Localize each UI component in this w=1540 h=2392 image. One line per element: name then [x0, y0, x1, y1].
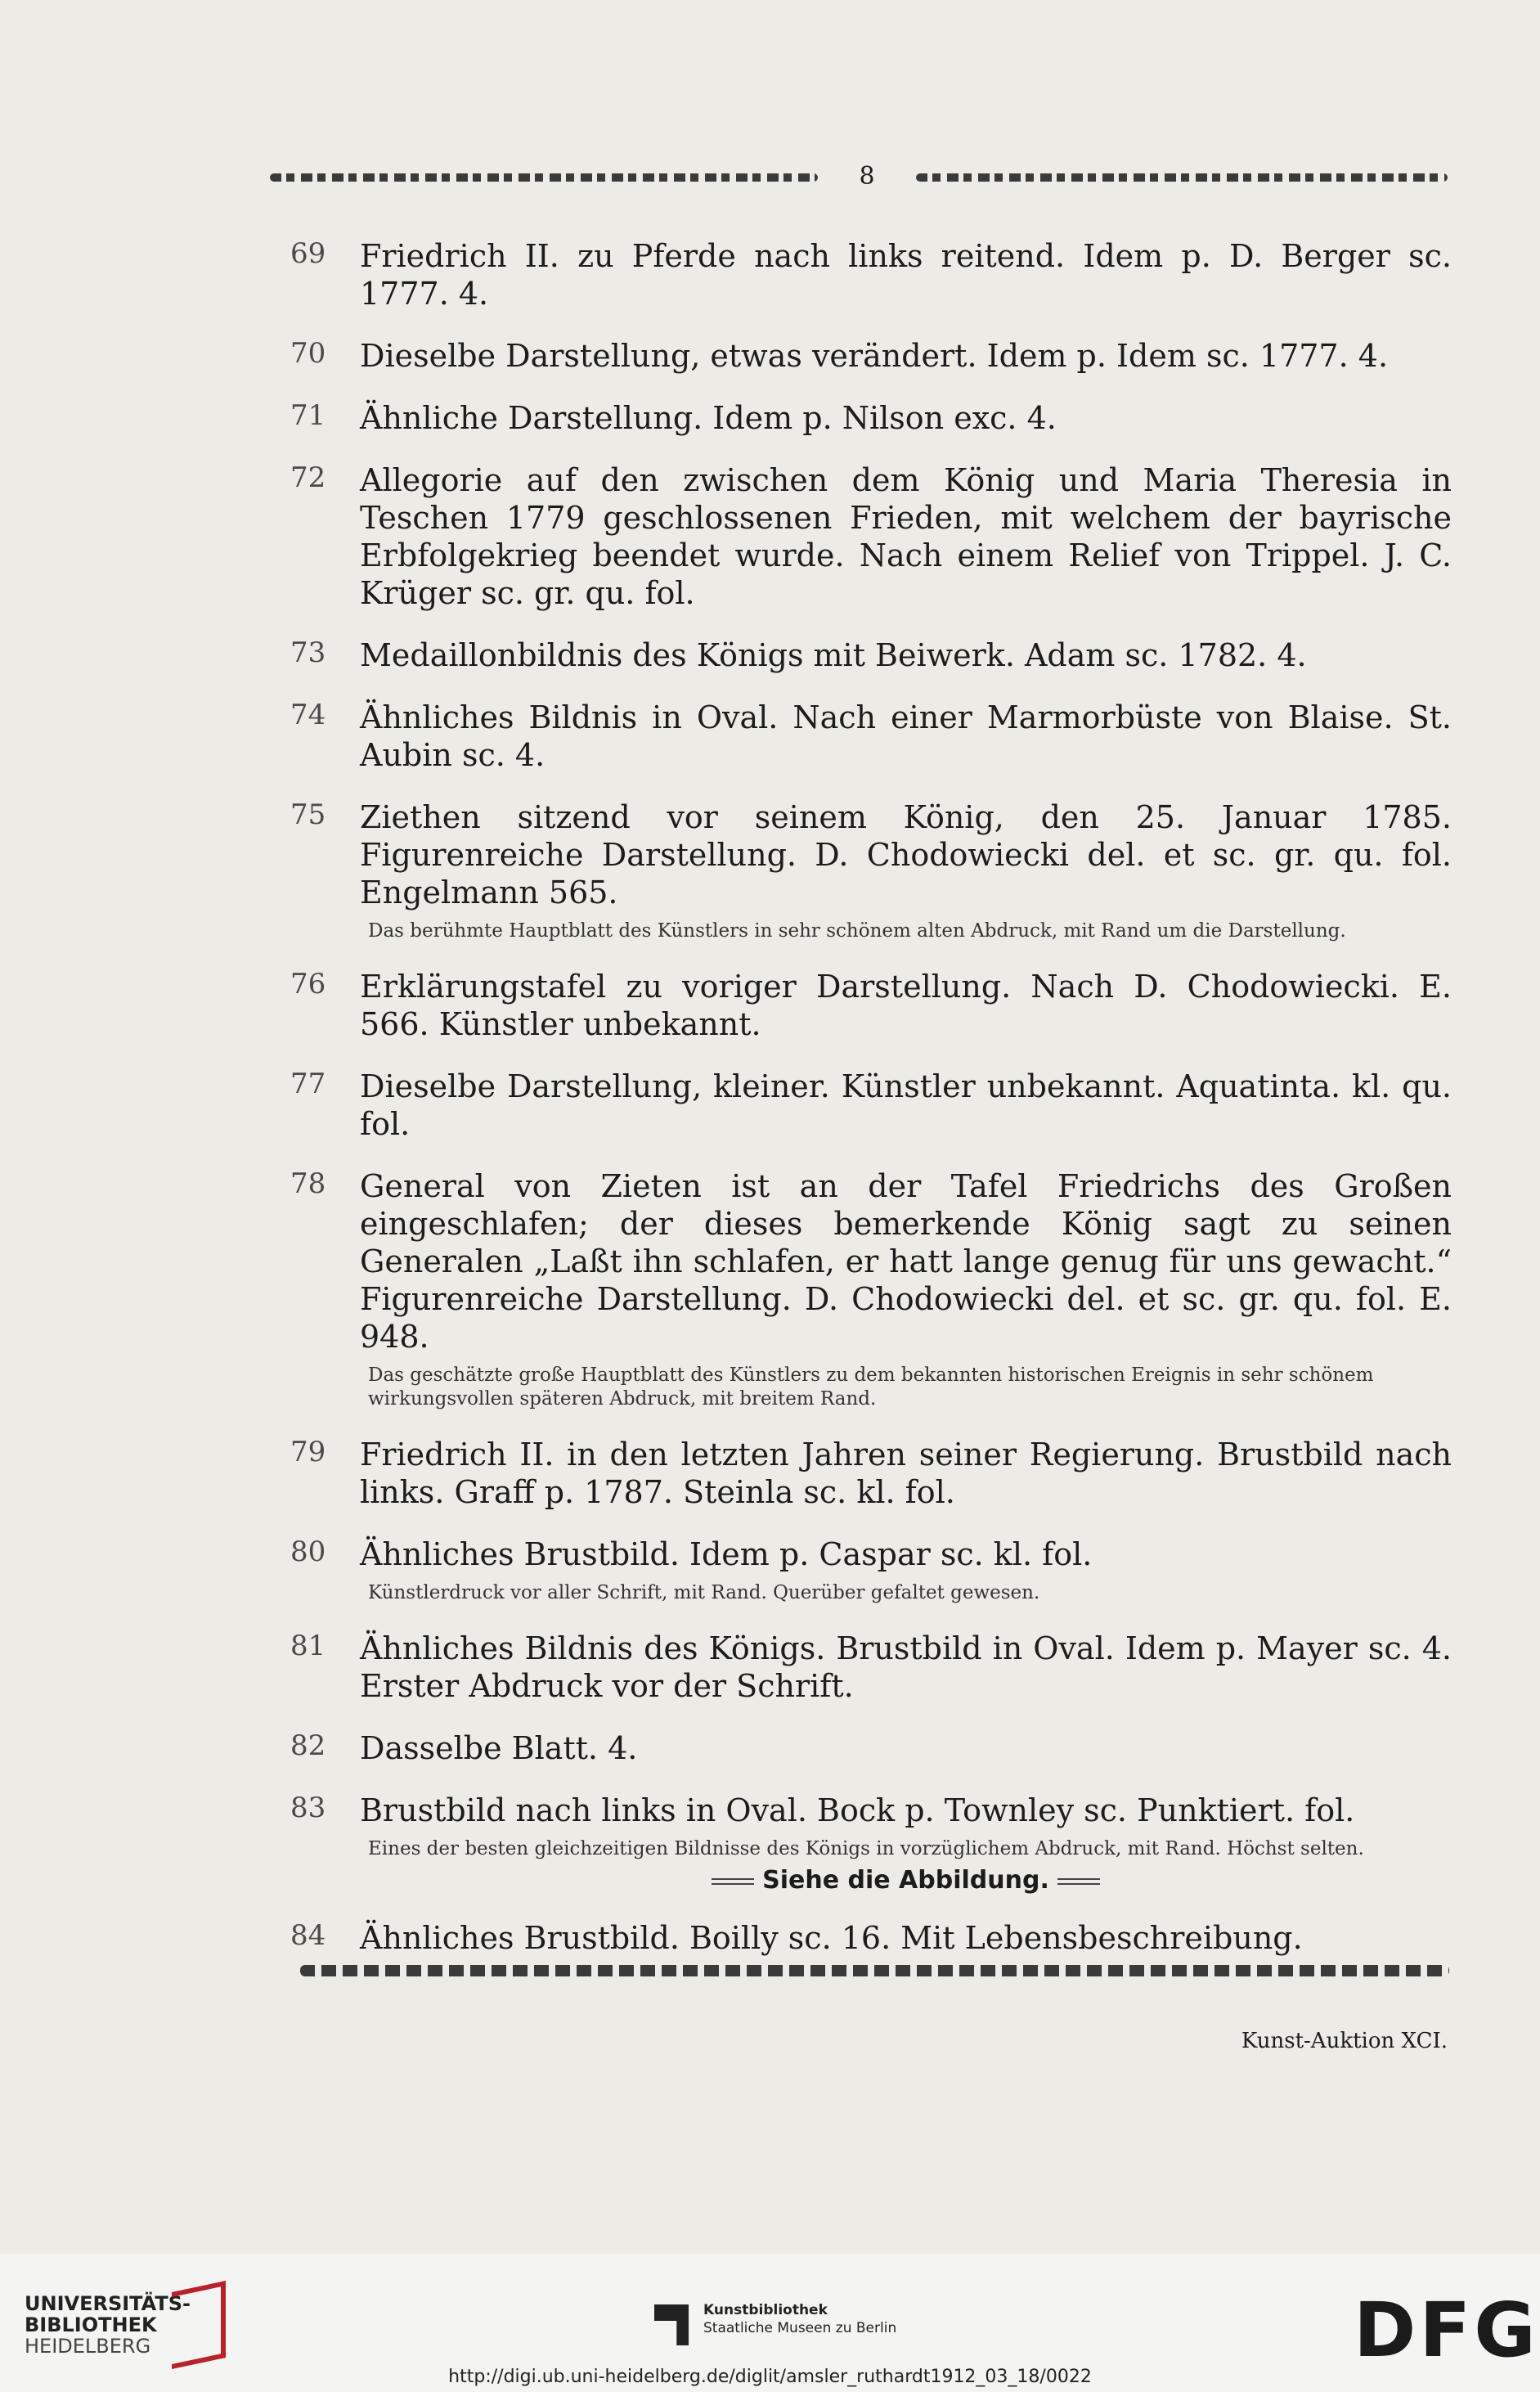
banner-text: Siehe die Abbildung.	[762, 1866, 1049, 1895]
catalog-entry	[290, 798, 1452, 943]
entry-text: Dieselbe Darstellung, etwas verändert. Idem p. Idem sc. 1777. 4.	[360, 338, 1389, 374]
entry-number: 84	[290, 1919, 326, 1952]
entry-number: 74	[290, 699, 326, 731]
entry-number: 79	[290, 1436, 326, 1468]
entry-number: 83	[290, 1792, 326, 1824]
library-name-line2: BIBLIOTHEK	[25, 2313, 157, 2336]
university-library-logo[interactable]	[25, 2293, 191, 2357]
dfg-logo[interactable]: DFG	[1354, 2286, 1539, 2374]
catalog-entry	[290, 1535, 1452, 1605]
catalog-entry	[290, 1630, 1452, 1705]
catalog-entry	[290, 636, 1452, 674]
entry-number: 82	[290, 1729, 326, 1762]
entry-note: Künstlerdruck vor aller Schrift, mit Rand. Querüber gefaltet gewesen.	[368, 1582, 1040, 1603]
entry-text: Ziethen sitzend vor seinem König, den 25. Januar 1785. Figurenreiche Darstellung. D. Chodowiecki del. et sc. gr. qu. fol. Engelmann 565.	[360, 799, 1452, 910]
entry-number: 80	[290, 1535, 326, 1568]
entry-number: 81	[290, 1630, 326, 1662]
viewer-bottom-bar	[0, 2254, 1540, 2392]
kunstbibliothek-logo-icon	[654, 2304, 689, 2345]
entry-text: Erklärungstafel zu voriger Darstellung. Nach D. Chodowiecki. E. 566. Künstler unbekannt.	[360, 969, 1452, 1042]
entry-note: Eines der besten gleichzeitigen Bildnisse des Königs in vorzüglichem Abdruck, mit Rand. Höchst selten.	[368, 1838, 1364, 1859]
page-header	[270, 162, 1448, 195]
entry-text: Allegorie auf den zwischen dem König und Maria Theresia in Teschen 1779 geschlossenen Frieden, mit welchem der bayrische Erbfolgekrieg beendet wurde. Nach einem Relief von Trippel. J. C. Krüger sc. gr. qu. fol.	[360, 462, 1452, 611]
entry-text: Ähnliches Brustbild. Boilly sc. 16. Mit Lebensbeschreibung.	[360, 1920, 1303, 1956]
catalog-entry	[290, 399, 1452, 437]
entry-text: Ähnliches Bildnis in Oval. Nach einer Marmorbüste von Blaise. St. Aubin sc. 4.	[360, 699, 1452, 773]
entry-text: Dieselbe Darstellung, kleiner. Künstler unbekannt. Aquatinta. kl. qu. fol.	[360, 1068, 1452, 1142]
university-logo-icon	[172, 2281, 226, 2369]
library-name-line1: UNIVERSITÄTS-	[25, 2292, 191, 2315]
illustration-reference	[360, 1866, 1452, 1895]
entry-number: 69	[290, 237, 326, 270]
source-url[interactable]: http://digi.ub.uni-heidelberg.de/diglit/amsler_ruthardt1912_03_18/0022	[448, 2367, 1092, 2387]
catalog-entry	[290, 1729, 1452, 1767]
entry-text: Friedrich II. zu Pferde nach links reitend. Idem p. D. Berger sc. 1777. 4.	[360, 238, 1452, 312]
catalog-entry	[290, 337, 1452, 375]
catalog-entry	[290, 1068, 1452, 1143]
page-signature: Kunst-Auktion XCI.	[1241, 2029, 1448, 2053]
entry-number: 70	[290, 337, 326, 370]
entry-number: 78	[290, 1167, 326, 1200]
kunstbibliothek-subtitle: Staatliche Museen zu Berlin	[703, 2320, 897, 2336]
entry-number: 77	[290, 1068, 326, 1100]
catalog-entry	[290, 1167, 1452, 1411]
entry-text: Brustbild nach links in Oval. Bock p. Townley sc. Punktiert. fol.	[360, 1792, 1355, 1828]
entry-text: Dasselbe Blatt. 4.	[360, 1730, 638, 1766]
catalog-entry	[290, 1436, 1452, 1511]
entry-number: 75	[290, 798, 326, 831]
footer-ornament	[300, 1965, 1449, 1976]
header-ornament-right	[916, 173, 1448, 182]
entry-note: Das berühmte Hauptblatt des Künstlers in sehr schönem alten Abdruck, mit Rand um die Darstellung.	[368, 920, 1346, 942]
catalog-entry	[290, 1792, 1452, 1895]
entry-number: 71	[290, 399, 326, 432]
entry-text: Medaillonbildnis des Königs mit Beiwerk. Adam sc. 1782. 4.	[360, 637, 1307, 673]
entry-text: Ähnliche Darstellung. Idem p. Nilson exc. 4.	[360, 400, 1057, 436]
entry-number: 76	[290, 968, 326, 1000]
entry-text: Friedrich II. in den letzten Jahren seiner Regierung. Brustbild nach links. Graff p. 1787. Steinla sc. kl. fol.	[360, 1437, 1452, 1510]
catalog-entry	[290, 461, 1452, 612]
banner-rule-right	[1057, 1878, 1100, 1885]
entry-number: 73	[290, 636, 326, 669]
kunstbibliothek-title: Kunstbibliothek	[703, 2302, 828, 2318]
page-number: 8	[859, 162, 875, 191]
kunstbibliothek-logo[interactable]	[703, 2301, 896, 2337]
catalog-entry	[290, 237, 1452, 312]
catalog-entry	[290, 1919, 1452, 1957]
catalog-entries	[290, 237, 1452, 1981]
catalog-entry	[290, 968, 1452, 1043]
banner-rule-left	[712, 1878, 754, 1885]
library-name-line3: HEIDELBERG	[25, 2335, 151, 2358]
entry-note: Das geschätzte große Hauptblatt des Künstlers zu dem bekannten historischen Ereignis in sehr schönem wirkungsvollen späteren Abdruck, mit breitem Rand.	[368, 1365, 1374, 1410]
entry-text: General von Zieten ist an der Tafel Friedrichs des Großen eingeschlafen; der dieses bemerkende König sagt zu seinen Generalen „Laßt ihn schlafen, er hatt lange genug für uns gewacht.“ Figurenreiche Darstellung. D. Chodowiecki del. et sc. gr. qu. fol. E. 948.	[360, 1168, 1452, 1355]
header-ornament-left	[270, 173, 818, 182]
entry-text: Ähnliches Brustbild. Idem p. Caspar sc. kl. fol.	[360, 1536, 1093, 1572]
entry-text: Ähnliches Bildnis des Königs. Brustbild in Oval. Idem p. Mayer sc. 4. Erster Abdruck vor der Schrift.	[360, 1630, 1452, 1704]
entry-number: 72	[290, 461, 326, 494]
catalog-entry	[290, 699, 1452, 774]
